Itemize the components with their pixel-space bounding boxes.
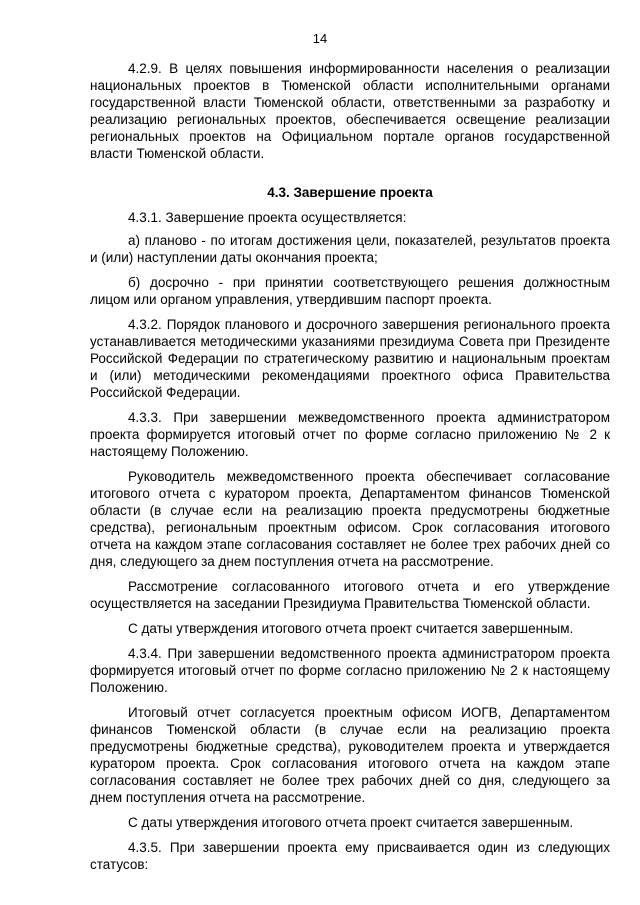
paragraph-4-3-1: 4.3.1. Завершение проекта осуществляется: xyxy=(128,210,407,225)
section-heading-4-3: 4.3. Завершение проекта xyxy=(267,185,433,200)
paragraph-project-leader: Руководитель межведомственного проекта обеспечивает согласование итогового отчета с куратором проекта, Департаментом финансов Тюменской области (в случае если на реализацию проекта предусмотрены бюджетные средства), региональным проектным офисом. Срок согласования итогового отчета на каждом этапе согласования составляет не более трех рабочих дней со дня, следующего за днем поступления отчета на рассмотрение. xyxy=(90,469,610,569)
paragraph-final-report: Итоговый отчет согласуется проектным офисом ИОГВ, Департаментом финансов Тюменской области (в случае если на реализацию проекта предусмотрены бюджетные средства), руководителем проекта и утверждается куратором проекта. Срок согласования итогового отчета на каждом этапе согласования составляет не более трех рабочих дней со дня, следующего за днем поступления отчета на рассмотрение. xyxy=(90,705,610,805)
paragraph-review: Рассмотрение согласованного итогового отчета и его утверждение осуществляется на заседании Президиума Правительства Тюменской области. xyxy=(90,579,610,611)
paragraph-4-3-3: 4.3.3. При завершении межведомственного проекта администратором проекта формируется итоговый отчет по форме согласно приложению № 2 к настоящему Положению. xyxy=(90,410,610,459)
paragraph-4-3-2: 4.3.2. Порядок планового и досрочного завершения регионального проекта устанавливается методическими указаниями президиума Совета при Президенте Российской Федерации по стратегическому развитию и национальным проектам и (или) методическими рекомендациями проектного офиса Правительства Российской Федерации. xyxy=(90,317,610,400)
paragraph-4-3-5: 4.3.5. При завершении проекта ему присваивается один из следующих статусов: xyxy=(90,840,610,872)
paragraph-completion-1: С даты утверждения итогового отчета проект считается завершенным. xyxy=(128,621,574,636)
paragraph-4-3-4: 4.3.4. При завершении ведомственного проекта администратором проекта формируется итоговый отчет по форме согласно приложению № 2 к настоящему Положению. xyxy=(90,646,610,695)
document-body xyxy=(90,60,610,873)
paragraph-4-2-9: 4.2.9. В целях повышения информированности населения о реализации национальных проектов в Тюменской области исполнительными органами государственной власти Тюменской области, ответственными за разработку и реализацию региональных проектов, обеспечивается освещение реализации региональных проектов на Официальном портале органов государственной власти Тюменской области. xyxy=(90,61,610,161)
paragraph-4-3-1-a: а) планово - по итогам достижения цели, показателей, результатов проекта и (или) наступлении даты окончания проекта; xyxy=(90,233,610,265)
paragraph-completion-2: С даты утверждения итогового отчета проект считается завершенным. xyxy=(128,815,574,830)
page-number: 14 xyxy=(312,31,328,46)
paragraph-4-3-1-b: б) досрочно - при принятии соответствующего решения должностным лицом или органом управления, утвердившим паспорт проекта. xyxy=(90,275,610,307)
